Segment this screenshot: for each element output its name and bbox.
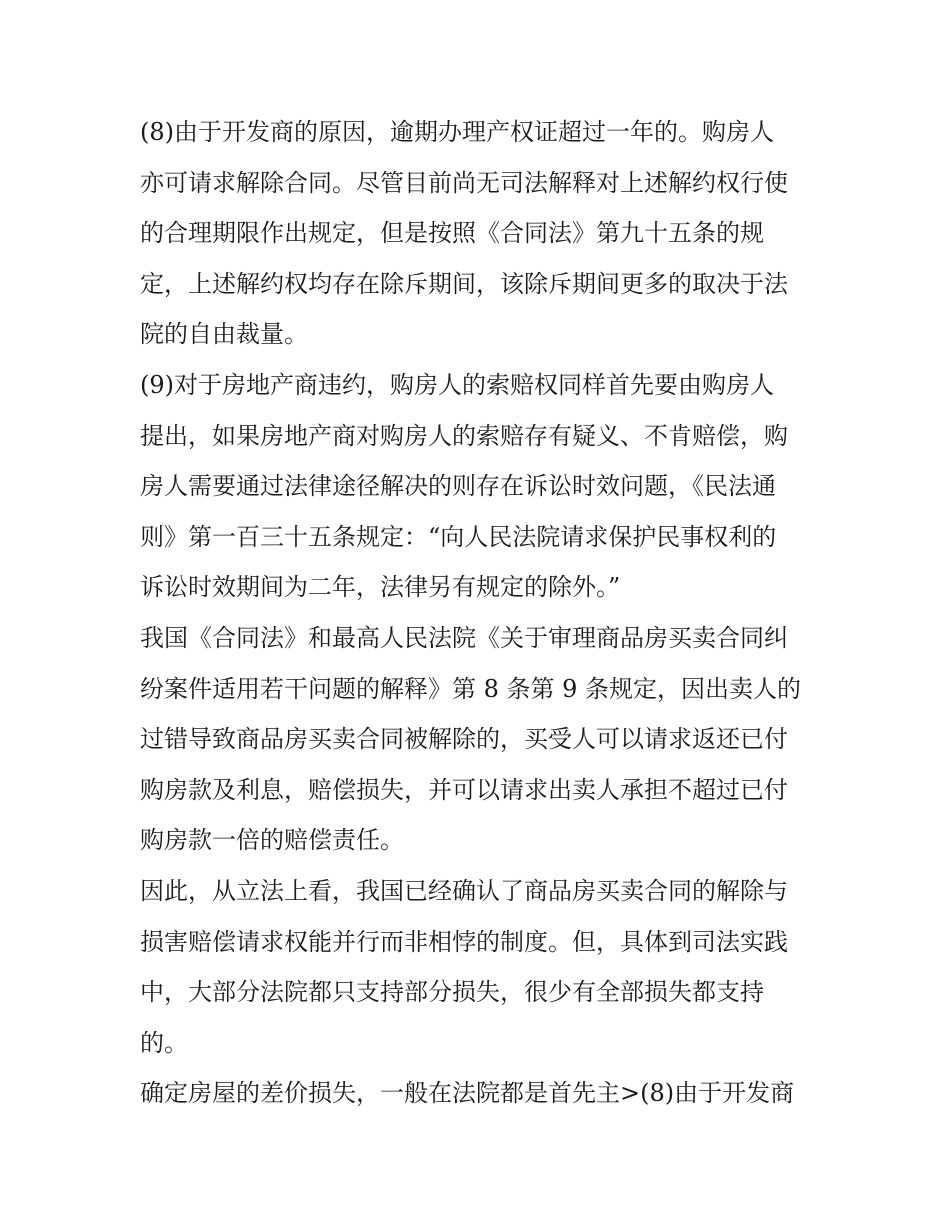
text-line: 的合理期限作出规定，但是按照《合同法》第九十五条的规 xyxy=(140,219,764,248)
text-line: 诉讼时效期间为二年，法律另有规定的除外。” xyxy=(140,573,621,602)
text-line: 我国《合同法》和最高人民法院《关于审理商品房买卖合同纠 xyxy=(140,623,788,652)
text-line: 院的自由裁量。 xyxy=(140,320,308,349)
text-line: 房人需要通过法律途径解决的则存在诉讼时效问题，《民法通 xyxy=(140,472,776,501)
text-line: 则》第一百三十五条规定：“向人民法院请求保护民事权利的 xyxy=(140,522,777,551)
text-line: 纷案件适用若干问题的解释》第 8 条第 9 条规定，因出卖人的 xyxy=(140,674,802,703)
text-line: 亦可请求解除合同。尽管目前尚无司法解释对上述解约权行使 xyxy=(140,168,788,197)
text-line: 的。 xyxy=(140,1028,188,1057)
text-line: 损害赔偿请求权能并行而非相悖的制度。但，具体到司法实践 xyxy=(140,927,788,956)
text-line: (8)由于开发商的原因，逾期办理产权证超过一年的。购房人 xyxy=(140,118,774,146)
text-line: 中，大部分法院都只支持部分损失，很少有全部损失都支持 xyxy=(140,978,764,1007)
text-line: 因此，从立法上看，我国已经确认了商品房买卖合同的解除与 xyxy=(140,876,788,905)
body-text xyxy=(140,107,820,1119)
text-line: 过错导致商品房买卖合同被解除的，买受人可以请求返还已付 xyxy=(140,725,788,754)
text-line: 确定房屋的差价损失，一般在法院都是首先主>(8)由于开发商 xyxy=(140,1079,795,1108)
text-line: 提出，如果房地产商对购房人的索赔存有疑义、不肯赔偿，购 xyxy=(140,421,788,450)
text-line: 购房款一倍的赔偿责任。 xyxy=(140,826,404,855)
text-line: 购房款及利息，赔偿损失，并可以请求出卖人承担不超过已付 xyxy=(140,775,788,804)
text-line: 定，上述解约权均存在除斥期间，该除斥期间更多的取决于法 xyxy=(140,269,788,298)
text-line: (9)对于房地产商违约，购房人的索赔权同样首先要由购房人 xyxy=(140,370,774,399)
